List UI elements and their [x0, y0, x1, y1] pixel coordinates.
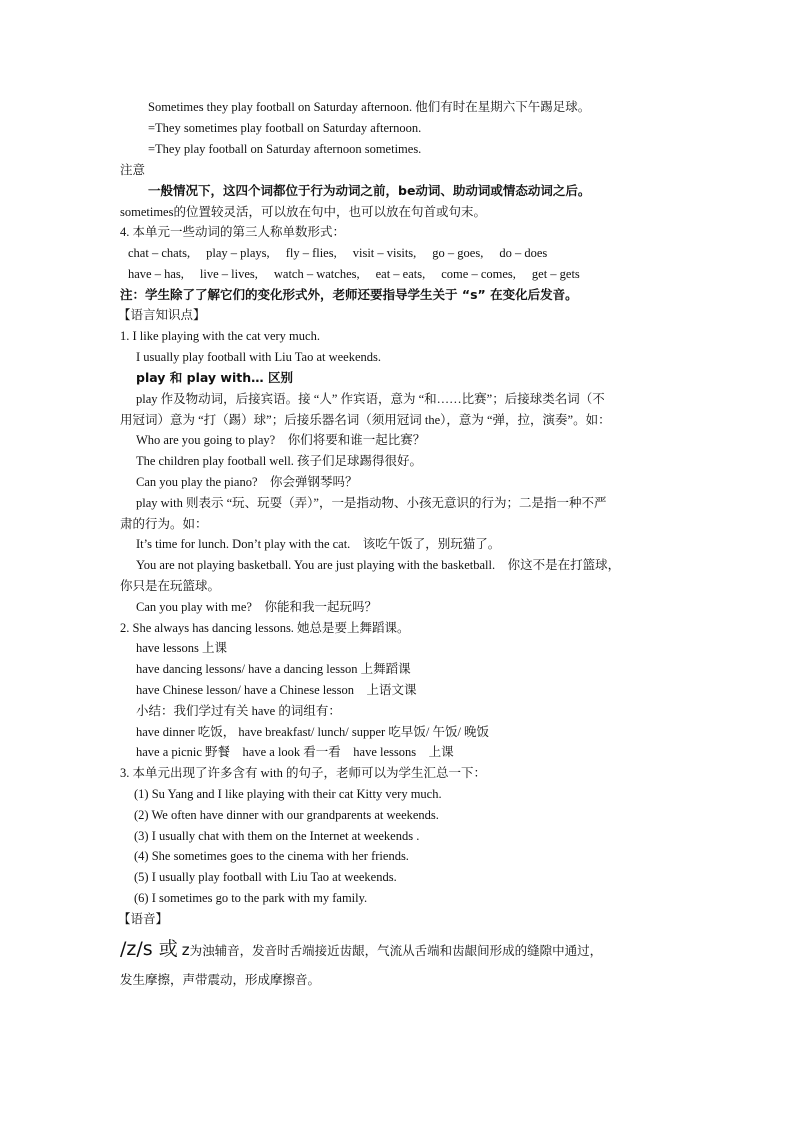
example-sentence: It’s time for lunch. Don’t play with the cat. 该吃午饭了，别玩猫了。 — [136, 537, 501, 551]
example-sentence: Can you play the piano? 你会弹钢琴吗？ — [136, 475, 358, 489]
list-item: (4) She sometimes goes to the cinema with her friends. — [134, 849, 409, 863]
list-item: (6) I sometimes go to the park with my family. — [134, 891, 368, 905]
section-title: 【语音】 — [118, 911, 169, 926]
verb-form: play – plays, — [206, 246, 270, 260]
verb-form: have – has, — [128, 267, 184, 281]
phrase: have dancing lessons/ have a dancing lesson 上舞蹈课 — [136, 662, 411, 676]
verb-form: fly – flies, — [285, 246, 337, 260]
teacher-note: 注：学生除了了解它们的变化形式外，老师还要指导学生关于 “s” 在变化后发音。 — [120, 287, 578, 302]
list-item: (5) I usually play football with Liu Tao at weekends. — [134, 870, 397, 884]
example-sentence: You are not playing basketball. You are just playing with the basketball. 你这不是在打篮球， — [136, 558, 621, 572]
note-bold-text: 一般情况下，这四个词都位于行为动词之前，be动词、助动词或情态动词之后。 — [148, 183, 591, 198]
example-sentence: Sometimes they play football on Saturday afternoon. 他们有时在星期六下午踢足球。 — [148, 100, 591, 114]
phoneme-letter: z — [181, 941, 190, 959]
example-sentence: Can you play with me? 你能和我一起玩吗？ — [136, 600, 377, 614]
verb-form: eat – eats, — [375, 267, 426, 281]
note-text: sometimes的位置较灵活，可以放在句中，也可以放在句首或句末。 — [120, 205, 486, 219]
list-item: (2) We often have dinner with our grandparents at weekends. — [134, 808, 439, 822]
phonetics-line — [120, 938, 602, 960]
summary: 小结：我们学过有关 have 的词组有： — [136, 704, 341, 718]
note-label: 注意 — [120, 162, 146, 177]
phonetics-text: 为浊辅音，发音时舌端接近齿龈，气流从舌端和齿龈间形成的缝隙中通过， — [189, 943, 603, 958]
example-sentence: =They sometimes play football on Saturday afternoon. — [148, 121, 422, 135]
phonetics-text: 发生摩擦，声带震动，形成摩擦音。 — [120, 972, 321, 987]
verb-forms-row — [128, 245, 547, 261]
phrase: have dinner 吃饭， have breakfast/ lunch/ supper 吃早饭/ 午饭/ 晚饭 — [136, 725, 490, 739]
list-item: (3) I usually chat with them on the Internet at weekends . — [134, 829, 420, 843]
example-sentence: Who are you going to play? 你们将要和谁一起比赛？ — [136, 433, 426, 447]
example-sentence: =They play football on Saturday afternoon sometimes. — [148, 142, 422, 156]
explanation: 肃的行为。如： — [120, 517, 208, 531]
verb-form: get – gets — [531, 267, 580, 281]
explanation: 用冠词）意为 “打（踢）球”；后接乐器名词（须用冠词 the），意为 “弹，拉，演奏”。如： — [120, 413, 611, 427]
list-item: (1) Su Yang and I like playing with their cat Kitty very much. — [134, 787, 442, 801]
point-heading: 1. I like playing with the cat very much. — [120, 329, 320, 343]
verb-form: go – goes, — [432, 246, 484, 260]
example-sentence: I usually play football with Liu Tao at weekends. — [136, 350, 382, 364]
phrase: have a picnic 野餐 have a look 看一看 have lessons 上课 — [136, 745, 454, 759]
section-heading: 4. 本单元一些动词的第三人称单数形式： — [120, 225, 346, 239]
phrase: have lessons 上课 — [136, 641, 227, 655]
verb-form: watch – watches, — [273, 267, 360, 281]
verb-form: live – lives, — [199, 267, 258, 281]
phoneme-symbol: /z/s 或 — [120, 938, 178, 960]
phrase: have Chinese lesson/ have a Chinese lesson 上语文课 — [136, 683, 417, 697]
example-sentence: 你只是在玩篮球。 — [120, 579, 221, 593]
example-sentence: The children play football well. 孩子们足球踢得很好。 — [136, 454, 423, 468]
verb-form: visit – visits, — [352, 246, 417, 260]
section-title: 【语言知识点】 — [118, 307, 206, 322]
explanation: play with 则表示 “玩、玩耍（弄）”，一是指动物、小孩无意识的行为；二是指一种不严 — [136, 496, 607, 510]
explanation: play 作及物动词，后接宾语。接 “人” 作宾语，意为 “和……比赛”；后接球类名词（不 — [136, 392, 605, 406]
verb-form: come – comes, — [441, 267, 516, 281]
verb-forms-row — [128, 266, 580, 282]
subheading: play 和 play with… 区别 — [136, 370, 293, 385]
verb-form: do – does — [499, 246, 548, 260]
verb-form: chat – chats, — [128, 246, 191, 260]
point-heading: 2. She always has dancing lessons. 她总是要上舞蹈课。 — [120, 621, 410, 635]
point-heading: 3. 本单元出现了许多含有 with 的句子，老师可以为学生汇总一下： — [120, 766, 486, 780]
